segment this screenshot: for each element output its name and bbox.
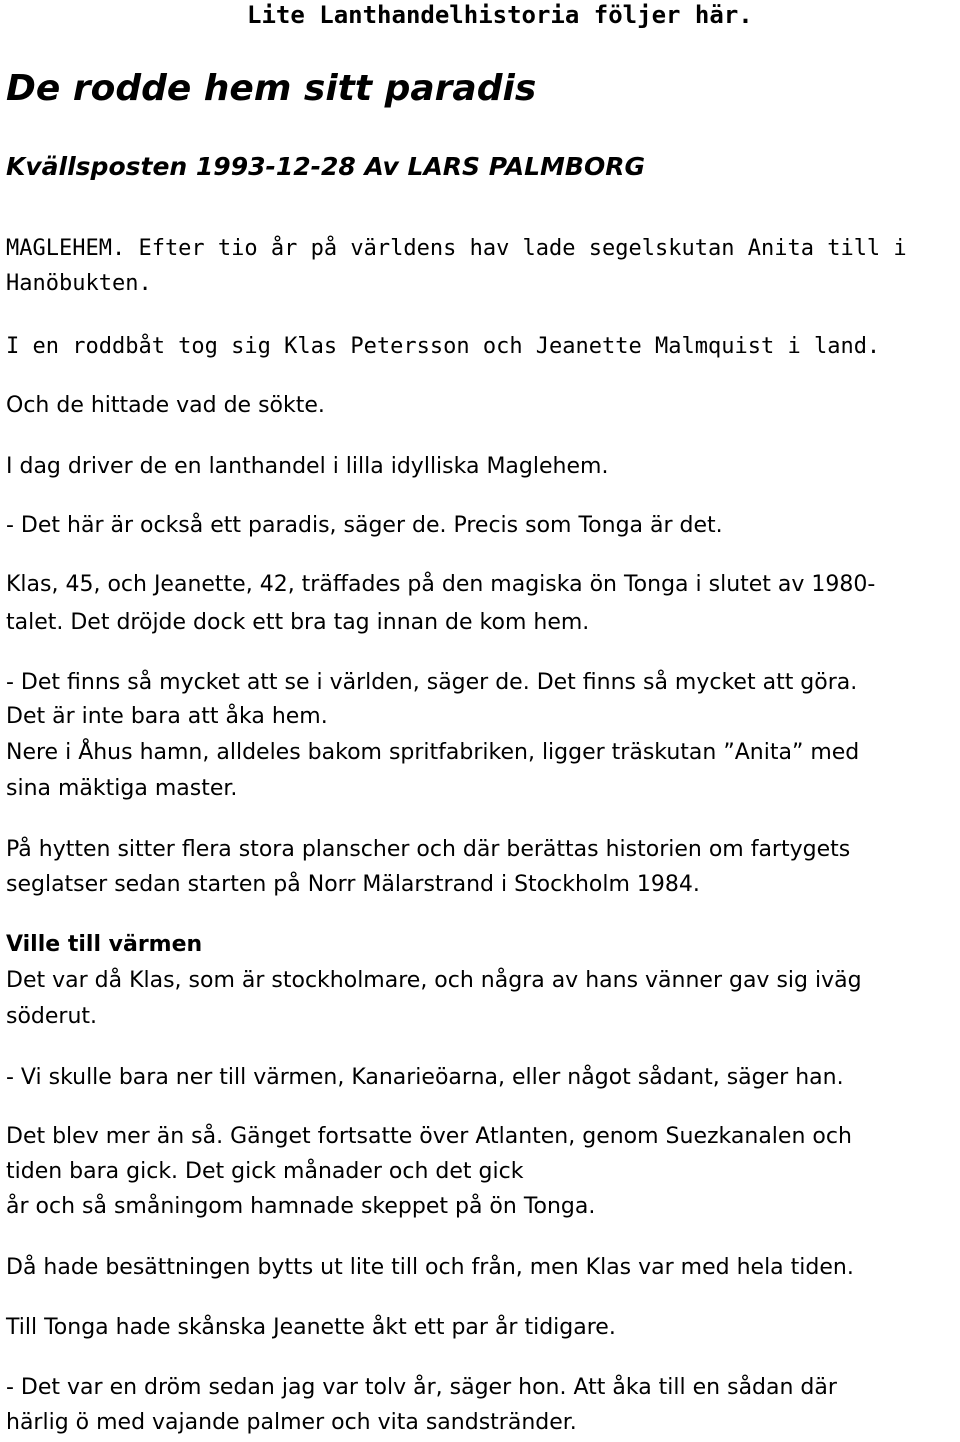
text-line: tiden bara gick. Det gick månader och det gick [6, 1159, 524, 1184]
text-line: - Det här är också ett paradis, säger de. Precis som Tonga är det. [6, 513, 723, 538]
text-line: Hanöbukten. [6, 271, 152, 296]
text-line: På hytten sitter flera stora planscher och där berättas historien om fartygets [6, 837, 851, 862]
text-line: härlig ö med vajande palmer och vita sandstränder. [6, 1410, 577, 1435]
text-line: Det blev mer än så. Gänget fortsatte över Atlanten, genom Suezkanalen och [6, 1124, 852, 1149]
text-line: seglatser sedan starten på Norr Mälarstrand i Stockholm 1984. [6, 872, 700, 897]
text-line: I dag driver de en lanthandel i lilla idylliska Maglehem. [6, 454, 609, 479]
text-line: Klas, 45, och Jeanette, 42, träffades på den magiska ön Tonga i slutet av 1980- [6, 572, 876, 597]
text-line: Det är inte bara att åka hem. [6, 704, 328, 729]
text-line: MAGLEHEM. Efter tio år på världens hav lade segelskutan Anita till i [6, 236, 907, 261]
text-line: Till Tonga hade skånska Jeanette åkt ett par år tidigare. [6, 1315, 616, 1340]
text-line: Då hade besättningen bytts ut lite till och från, men Klas var med hela tiden. [6, 1255, 854, 1280]
article-title: De rodde hem sitt paradis [6, 68, 537, 109]
text-line: I en roddbåt tog sig Klas Petersson och Jeanette Malmquist i land. [6, 334, 881, 359]
byline: Kvällsposten 1993-12-28 Av LARS PALMBORG [6, 152, 646, 181]
text-line: Det var då Klas, som är stockholmare, och några av hans vänner gav sig iväg [6, 968, 862, 993]
header-note: Lite Lanthandelhistoria följer här. [247, 1, 753, 29]
text-line: talet. Det dröjde dock ett bra tag innan de kom hem. [6, 610, 590, 635]
text-line: - Vi skulle bara ner till värmen, Kanarieöarna, eller något sådant, säger han. [6, 1065, 844, 1090]
text-line: söderut. [6, 1004, 98, 1029]
text-line: år och så småningom hamnade skeppet på ön Tonga. [6, 1194, 596, 1219]
subheading: Ville till värmen [6, 932, 203, 957]
text-line: Nere i Åhus hamn, alldeles bakom spritfabriken, ligger träskutan ”Anita” med [6, 740, 860, 765]
text-line: - Det var en dröm sedan jag var tolv år, säger hon. Att åka till en sådan där [6, 1375, 837, 1400]
text-line: sina mäktiga master. [6, 776, 238, 801]
text-line: Och de hittade vad de sökte. [6, 393, 325, 418]
text-line: - Det finns så mycket att se i världen, säger de. Det finns så mycket att göra. [6, 670, 858, 695]
